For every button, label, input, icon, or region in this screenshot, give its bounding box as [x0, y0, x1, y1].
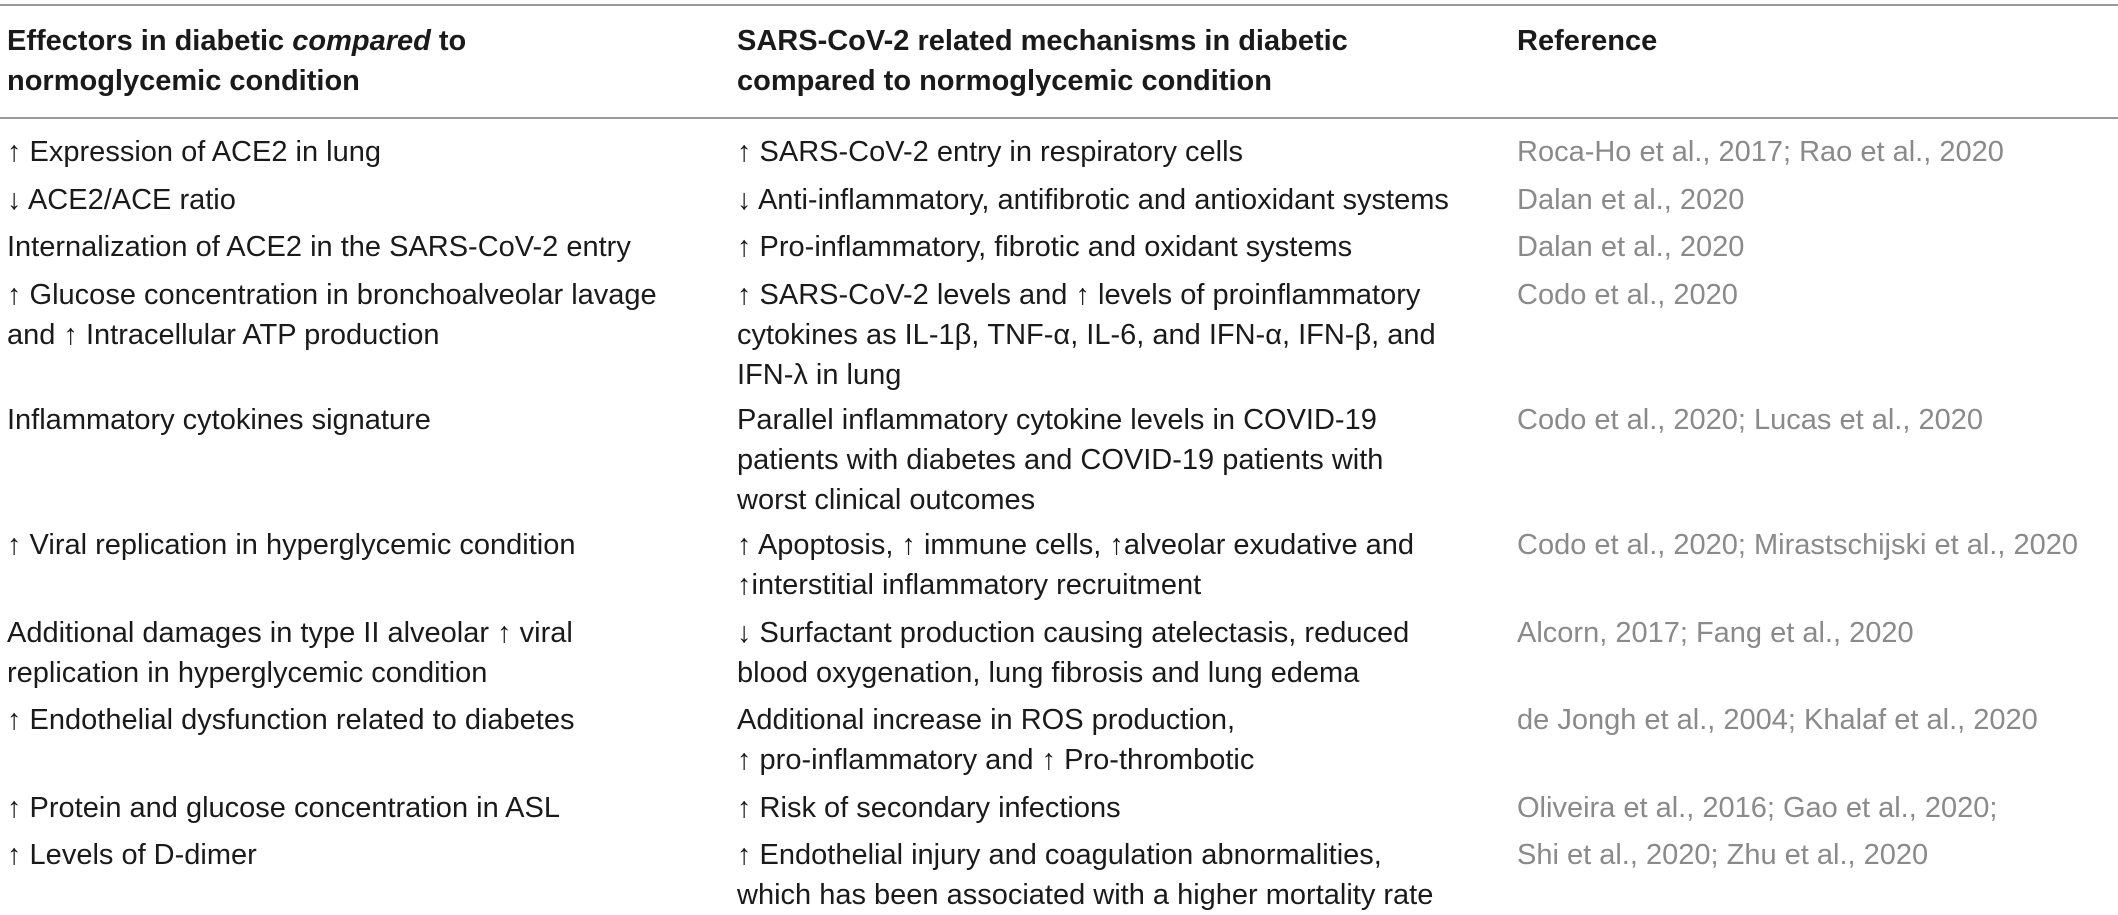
header-reference: Reference [1517, 25, 1658, 57]
mechanism-cell: ↓ Anti-inflammatory, antifibrotic and antioxidant systems [737, 184, 1449, 216]
reference-link[interactable]: Codo et al., 2020 [1517, 279, 1738, 311]
reference-link[interactable]: Lucas et al., 2020 [1754, 404, 1983, 436]
header-bottom-rule [0, 117, 2118, 119]
effector-cell: Additional damages in type II alveolar ↑ viral replication in hyperglycemic condition [7, 617, 573, 689]
mechanism-cell: Additional increase in ROS production, ↑ pro-inflammatory and ↑ Pro-thrombotic [737, 704, 1255, 776]
reference-link[interactable]: Khalaf et al., 2020 [1804, 704, 2038, 736]
header-effectors-emphasis: compared [292, 25, 431, 57]
reference-link[interactable]: Mirastschijski et al., 2020 [1754, 529, 2078, 561]
effector-cell: ↑ Expression of ACE2 in lung [7, 136, 381, 168]
reference-cell [1517, 700, 2115, 740]
reference-separator: ; [1782, 136, 1800, 168]
reference-cell [1517, 835, 2115, 875]
reference-link[interactable]: Dalan et al., 2020 [1517, 231, 1745, 263]
mechanism-cell: ↓ Surfactant production causing atelectasis, reduced blood oxygenation, lung fibrosis and lung edema [737, 617, 1410, 689]
reference-link[interactable]: Zhu et al., 2020 [1726, 839, 1929, 871]
reference-cell [1517, 613, 2115, 653]
mechanism-cell: ↑ Apoptosis, ↑ immune cells, ↑alveolar exudative and ↑interstitial inflammatory recruitment [737, 529, 1415, 601]
reference-separator: ; [1710, 839, 1727, 871]
reference-cell [1517, 788, 2115, 828]
reference-separator: ; [1737, 529, 1755, 561]
effector-cell: ↑ Endothelial dysfunction related to diabetes [7, 704, 575, 736]
reference-link[interactable]: Codo et al., 2020 [1517, 529, 1738, 561]
mechanism-cell: ↑ Endothelial injury and coagulation abnormalities, which has been associated with a higher mortality rate [737, 839, 1434, 911]
effector-cell: ↓ ACE2/ACE ratio [7, 184, 236, 216]
reference-link[interactable]: de Jongh et al., 2004 [1517, 704, 1788, 736]
reference-cell [1517, 132, 2115, 172]
reference-cell [1517, 180, 2115, 220]
mechanism-cell: ↑ SARS-CoV-2 levels and ↑ levels of proinflammatory cytokines as IL-1β, TNF-α, IL-6, and IFN-α, IFN-β, and IFN-λ in lung [737, 279, 1436, 391]
reference-separator: ; [1737, 404, 1755, 436]
reference-link[interactable]: Shi et al., 2020 [1517, 839, 1711, 871]
reference-cell [1517, 227, 2115, 267]
reference-link[interactable]: Oliveira et al., 2016 [1517, 792, 1767, 824]
effector-cell: ↑ Levels of D-dimer [7, 839, 257, 871]
header-effectors-text-a: Effectors in diabetic [7, 25, 293, 57]
header-mechanisms: SARS-CoV-2 related mechanisms in diabetic compared to normoglycemic condition [737, 25, 1348, 97]
mechanism-cell: Parallel inflammatory cytokine levels in COVID-19 patients with diabetes and COVID-19 patients with worst clinical outcomes [737, 404, 1384, 516]
header-effectors-text-b: to normoglycemic condition [7, 25, 467, 97]
reference-link[interactable]: Fang et al., 2020 [1695, 617, 1914, 649]
effector-cell: Internalization of ACE2 in the SARS-CoV-2 entry [7, 231, 631, 263]
mechanism-cell: ↑ SARS-CoV-2 entry in respiratory cells [737, 136, 1244, 168]
reference-link[interactable]: Roca-Ho et al., 2017 [1517, 136, 1783, 168]
effector-cell: ↑ Viral replication in hyperglycemic condition [7, 529, 576, 561]
reference-cell [1517, 525, 2115, 565]
mechanism-cell: ↑ Pro-inflammatory, fibrotic and oxidant systems [737, 231, 1353, 263]
reference-separator: ; [1787, 704, 1805, 736]
effector-cell: Inflammatory cytokines signature [7, 404, 431, 436]
reference-separator: ; [1766, 792, 1783, 824]
reference-link[interactable]: Alcorn, 2017 [1517, 617, 1680, 649]
effector-cell: ↑ Protein and glucose concentration in ASL [7, 792, 560, 824]
table-top-rule [0, 4, 2118, 6]
reference-link[interactable]: Rao et al., 2020 [1799, 136, 2004, 168]
effector-cell: ↑ Glucose concentration in bronchoalveolar lavage and ↑ Intracellular ATP production [7, 279, 657, 351]
header-effectors [7, 21, 712, 101]
reference-separator: ; [1679, 617, 1696, 649]
reference-cell [1517, 275, 2115, 315]
reference-cell [1517, 400, 2115, 440]
mechanism-cell: ↑ Risk of secondary infections [737, 792, 1121, 824]
reference-link[interactable]: Codo et al., 2020 [1517, 404, 1738, 436]
reference-link[interactable]: Gao et al., 2020; [1782, 792, 1998, 824]
reference-link[interactable]: Dalan et al., 2020 [1517, 184, 1745, 216]
